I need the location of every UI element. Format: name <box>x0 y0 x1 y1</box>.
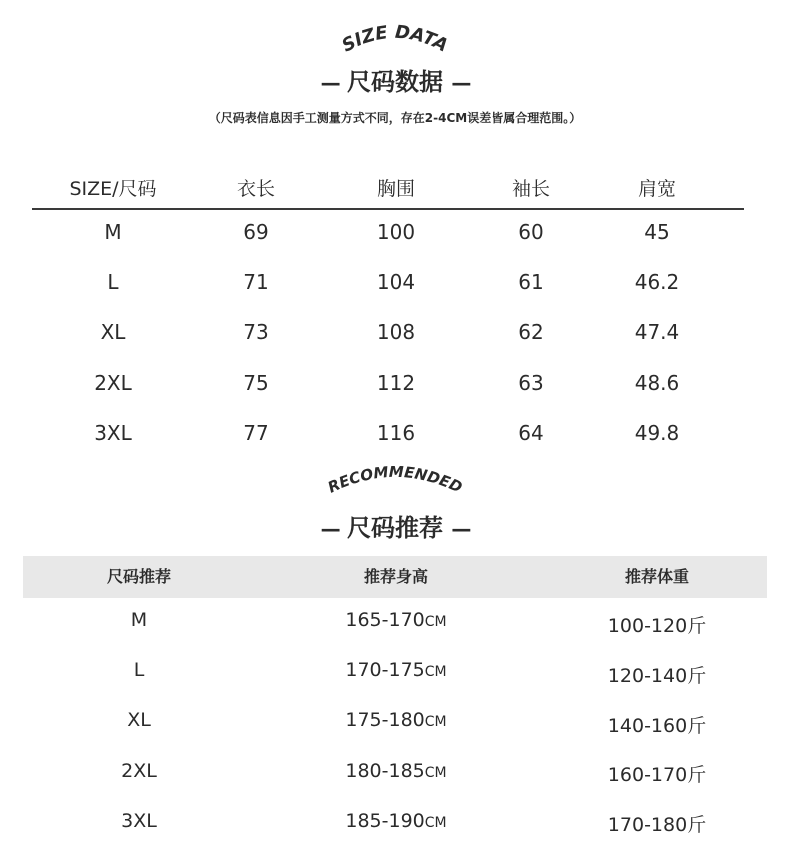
table-row <box>0 418 790 448</box>
recommended-arc-title <box>0 455 790 515</box>
height-range: 185-190 <box>345 810 425 832</box>
height-range: 170-175 <box>345 659 425 681</box>
cell-length: 73 <box>243 320 269 344</box>
svg-text:RECOMMENDED <box>325 463 465 497</box>
cell-size: L <box>107 270 119 294</box>
cell-shoulder: 46.2 <box>634 270 680 294</box>
cell-recommend-height <box>345 655 446 687</box>
table-row <box>0 267 790 297</box>
measurement-note: （尺码表信息因手工测量方式不同，存在2-4CM误差皆属合理范围。） <box>208 111 582 125</box>
table-row <box>0 655 790 685</box>
cell-recommend-size: 2XL <box>121 760 157 782</box>
table-row <box>0 756 790 786</box>
cell-shoulder: 47.4 <box>634 320 680 344</box>
cell-sleeve: 62 <box>518 320 544 344</box>
cell-chest: 108 <box>376 320 416 344</box>
cell-shoulder: 49.8 <box>634 421 680 445</box>
height-range: 165-170 <box>345 609 425 631</box>
cell-recommend-size: L <box>133 659 145 681</box>
cell-sleeve: 63 <box>518 371 544 395</box>
size-data-arc-text: SIZE DATA <box>338 21 452 57</box>
header-size: SIZE/尺码 <box>69 178 157 200</box>
header-chest: 胸围 <box>376 178 416 200</box>
cell-size: 2XL <box>94 371 132 395</box>
cell-sleeve: 60 <box>518 220 544 244</box>
table-row <box>0 806 790 836</box>
cell-chest: 100 <box>376 220 416 244</box>
header-recommend-weight: 推荐体重 <box>624 567 690 586</box>
table-row <box>0 705 790 735</box>
height-unit: CM <box>424 714 447 730</box>
size-data-heading <box>0 62 790 97</box>
header-recommend-size: 尺码推荐 <box>106 567 172 586</box>
cell-chest: 104 <box>376 270 416 294</box>
cell-recommend-weight: 100-120斤 <box>607 615 707 637</box>
table-row <box>0 605 790 635</box>
cell-chest: 116 <box>376 421 416 445</box>
cell-length: 77 <box>243 421 269 445</box>
table-row <box>0 368 790 398</box>
recommended-arc-text: RECOMMENDED <box>325 462 465 497</box>
svg-text:SIZE DATA <box>339 22 452 57</box>
cell-sleeve: 61 <box>518 270 544 294</box>
table-row <box>0 317 790 347</box>
height-range: 180-185 <box>345 760 425 782</box>
cell-recommend-weight: 160-170斤 <box>607 764 707 786</box>
height-unit: CM <box>424 664 447 680</box>
recommended-title: 尺码推荐 <box>347 514 443 542</box>
cell-size: 3XL <box>94 421 132 445</box>
height-unit: CM <box>424 614 447 630</box>
cell-length: 69 <box>243 220 269 244</box>
header-recommend-height: 推荐身高 <box>363 567 429 586</box>
recommend-table-header <box>0 562 790 592</box>
cell-chest: 112 <box>376 371 416 395</box>
cell-recommend-weight: 140-160斤 <box>607 715 707 737</box>
size-table-divider <box>32 208 744 210</box>
cell-recommend-height <box>345 806 446 838</box>
cell-recommend-weight: 120-140斤 <box>607 665 707 687</box>
size-table-header <box>0 174 790 204</box>
height-range: 175-180 <box>345 709 425 731</box>
header-length: 衣长 <box>236 178 276 200</box>
heading-dash-left: — <box>320 517 339 541</box>
header-shoulder: 肩宽 <box>637 178 677 200</box>
cell-recommend-height <box>345 705 446 737</box>
cell-size: XL <box>100 320 126 344</box>
recommended-heading <box>0 508 790 543</box>
height-unit: CM <box>424 765 447 781</box>
cell-shoulder: 45 <box>644 220 670 244</box>
size-data-arc-title <box>0 0 790 70</box>
cell-recommend-size: XL <box>127 709 151 731</box>
heading-dash-left: — <box>320 71 339 95</box>
heading-dash-right: — <box>451 71 470 95</box>
cell-sleeve: 64 <box>518 421 544 445</box>
header-sleeve: 袖长 <box>511 178 551 200</box>
size-data-title: 尺码数据 <box>347 68 443 96</box>
cell-recommend-height <box>345 756 446 788</box>
table-row <box>0 217 790 247</box>
cell-length: 75 <box>243 371 269 395</box>
cell-length: 71 <box>243 270 269 294</box>
cell-size: M <box>104 220 122 244</box>
cell-recommend-height <box>345 605 446 637</box>
cell-shoulder: 48.6 <box>634 371 680 395</box>
heading-dash-right: — <box>451 517 470 541</box>
cell-recommend-size: 3XL <box>121 810 157 832</box>
cell-recommend-weight: 170-180斤 <box>607 814 707 836</box>
height-unit: CM <box>424 815 447 831</box>
cell-recommend-size: M <box>130 609 148 631</box>
